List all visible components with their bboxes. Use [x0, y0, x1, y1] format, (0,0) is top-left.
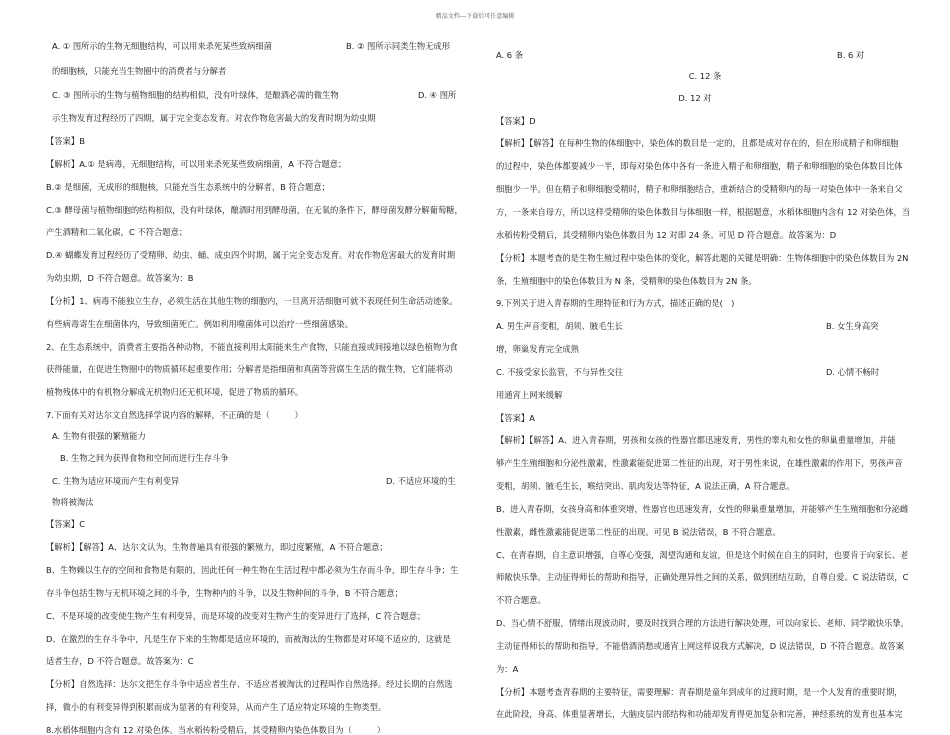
text-line: 【解析】【解答】A、达尔文认为，生物普遍具有很强的繁殖力，即过度繁殖，A 不符合题意； — [46, 542, 388, 552]
text-line: 【解析】【解答】A、进入青春期，男孩和女孩的性器官都迅速发育，男性的睾丸和女性的卵巢重量增加，并能 — [496, 435, 896, 445]
text-line: 的细胞核，只能充当生物圈中的消费者与分解者 — [52, 66, 227, 76]
text-line: 植物残体中的有机物分解成无机物归还无机环境，促进了物质的循环。 — [46, 387, 304, 397]
text-line: 条，生殖细胞中的染色体数目为 N 条，受精卵的染色体数目为 2N 条。 — [496, 276, 757, 286]
question-9: 9.下列关于进入青春期的生理特征和行为方式，描述正确的是( ) — [496, 298, 735, 308]
text-line: 【解析】【解答】在每种生物的体细胞中，染色体的数目是一定的，且都是成对存在的，但在形成精子和卵细胞 — [496, 138, 899, 148]
text-line: B、生物赖以生存的空间和食物是有限的，因此任何一种生物在生活过程中都必须为生存而斗争，即生存斗争；生 — [46, 565, 459, 575]
text-line: 有些病毒寄生在细菌体内，导致细菌死亡。例如利用噬菌体可以治疗一些细菌感染。 — [46, 319, 353, 329]
text-line: 的过程中，染色体都要减少一半，即每对染色体中各有一条进入精子和卵细胞，精子和卵细胞的染色体数目比体 — [496, 161, 903, 171]
option-c: C. 生物为适应环境而产生有利变异 — [52, 476, 180, 486]
text-line: 性激素，雌性激素能促进第二性征的出现。可见 B 说法错误，B 不符合题意。 — [496, 527, 781, 537]
text-line: 【分析】本题考查青春期的主要特征，需要理解：青春期是童年到成年的过渡时期，是一个人发育的重要时期， — [496, 687, 903, 697]
option-b: B. ② 图所示同类生物无成形 — [346, 41, 451, 51]
text-line: 为幼虫期，D 不符合题意。故答案为：B — [46, 273, 194, 283]
option-b: B. 生物之间为获得食物和空间而进行生存斗争 — [60, 453, 229, 463]
text-line: 方，一条来自母方，所以这样受精卵的染色体数目与体细胞一样，根据题意，水稻体细胞内含有 12 对染色体，当 — [496, 207, 911, 217]
answer-label: 【答案】A — [496, 413, 535, 423]
text-line: 主动征得师长的帮助和指导，不能借酒消愁或通宵上网这样说我方式解决，D 说法错误，D 不符合题意。故答案 — [496, 641, 905, 651]
text-line: 不符合题意。 — [496, 595, 546, 605]
text-line: 师敞快乐挚。主动征得师长的帮助和指导，正确处理异性之间的关系，做到团结互助，自尊自爱。C 说法错误，C — [496, 572, 909, 582]
option-a: A. 6 条 — [496, 50, 524, 60]
text-line: 变粗，胡须、腋毛生长，喉结突出、肌肉发达等特征，A 说法正确，A 符合题意。 — [496, 481, 795, 491]
text-line: 用通宵上网来缓解 — [496, 390, 563, 400]
answer-label: 【答案】D — [496, 116, 536, 126]
text-line: D、当心情不舒服，情绪出现波动时，要及时找到合理的方法进行解决处理，可以向家长、老师、同学敞快乐挚， — [496, 618, 909, 628]
option-c: C. ③ 图所示的生物与植物细胞的结构相似，没有叶绿体，是酿酒必需的微生物 — [52, 90, 339, 100]
text-line: 【分析】1、病毒不能独立生存，必须生活在其他生物的细胞内，一旦离开活细胞可就不表现任何生命活动迹象。 — [46, 296, 458, 306]
text-line: 水稻传粉受精后，其受精卵内染色体数目为 12 对即 24 条。可见 D 符合题意。故答案为：D — [496, 230, 837, 240]
option-d: D. ④ 图所 — [418, 90, 457, 100]
text-line: 存斗争包括生物与无机环境之间的斗争，生物种内的斗争，以及生物种间的斗争，B 不符合题意； — [46, 588, 403, 598]
option-d: D. 不适应环境的生 — [386, 476, 456, 486]
option-b: B. 女生身高突 — [826, 321, 879, 331]
option-d: D. 心情不畅时 — [826, 367, 880, 377]
option-a: A. 生物有很强的繁殖能力 — [52, 431, 146, 441]
question-8: 8.水稻体细胞内含有 12 对染色体。当水稻传粉受精后，其受精卵内染色体数目为（ ） — [46, 725, 386, 735]
text-line: B、进入青春期，女孩身高和体重突增，性器官也迅速发育，女性的卵巢重量增加，并能够产生生殖细胞和分泌雌 — [496, 504, 909, 514]
text-line: 够产生生殖细胞和分泌性激素，性激素能促进第二性征的出现，对于男性来说，在雄性激素的作用下，男孩声音 — [496, 458, 903, 468]
option-c: C. 12 条 — [688, 71, 722, 81]
text-line: 【分析】本题考查的是生物生殖过程中染色体的变化，解答此题的关键是明确：生物体细胞中的染色体数目为 2N — [496, 253, 909, 263]
text-line: 为：A — [496, 664, 519, 674]
answer-label: 【答案】C — [46, 519, 85, 529]
text-line: 产生酒精和二氧化碳，C 不符合题意； — [46, 227, 188, 237]
text-line: 增，卵巢发育完全成熟 — [496, 344, 579, 354]
option-b: B. 6 对 — [837, 50, 865, 60]
text-line: 在此阶段，身高、体重显著增长，大脑皮层内部结构和功能却发育得更加复杂和完善，神经系统的发育也基本完 — [496, 709, 903, 719]
option-d: D. 12 对 — [678, 93, 712, 103]
option-a: A. ① 图所示的生物无细胞结构，可以用来杀死某些致病细菌 — [52, 41, 273, 51]
question-7: 7.下面有关对达尔文自然选择学说内容的解释，不正确的是（ ） — [46, 410, 303, 420]
text-line: C.③ 酵母菌与植物细胞的结构相似，没有叶绿体，酿酒时用到酵母菌，在无氧的条件下，酵母菌发酵分解葡萄糖， — [46, 205, 463, 215]
text-line: B.② 是细菌，无成形的细胞核，只能充当生态系统中的分解者，B 符合题意； — [46, 182, 330, 192]
text-line: D.④ 蝴蝶发育过程经历了受精卵、幼虫、蛹、成虫四个时期，属于完全变态发育。对农作物危害最大的发育时期 — [46, 250, 456, 260]
text-line: 【解析】A.① 是病毒，无细胞结构，可以用来杀死某些致病细菌，A 不符合题意； — [46, 159, 347, 169]
text-line: 适者生存，D 不符合题意。故答案为：C — [46, 656, 194, 666]
text-line: 示生物发育过程经历了四期，属于完全变态发育。对农作物危害最大的发育时期为幼虫期 — [52, 113, 376, 123]
text-line: 择，微小的有利变异得到积累而成为显著的有利变异，从而产生了适应特定环境的生物类型。 — [46, 702, 387, 712]
text-line: 细胞少一半。但在精子和卵细胞受精时，精子和卵细胞结合，重新结合的受精卵内的每一对染色体中一条来自父 — [496, 184, 903, 194]
text-line: C、在青春期，自主意识增强，自尊心变强，渴望沟通和友谊，但是这个时候在自主的同时，也要肯于向家长、老 — [496, 550, 909, 560]
page-header: 精品文档---下载后可任意编辑 — [435, 13, 515, 20]
text-line: 【分析】自然选择：达尔文把生存斗争中适应者生存、不适应者被淘汰的过程叫作自然选择。经过长期的自然选 — [46, 679, 453, 689]
answer-label: 【答案】B — [46, 136, 85, 146]
text-line: C、不是环境的改变使生物产生有利变异，而是环境的改变对生物产生的变异进行了选择，C 符合题意； — [46, 611, 426, 621]
text-line: 获得能量，在促进生物圈中的物质循环起重要作用；分解者是指细菌和真菌等营腐生生活的微生物，它们能将动 — [46, 364, 453, 374]
option-a: A. 男生声音变粗，胡须、腋毛生长 — [496, 321, 623, 331]
option-c: C. 不接受家长监管，不与异性交往 — [496, 367, 624, 377]
text-line: 物将被淘汰 — [52, 497, 94, 507]
text-line: D、在激烈的生存斗争中，凡是生存下来的生物都是适应环境的，而被淘汰的生物都是对环境不适应的，这就是 — [46, 634, 451, 644]
text-line: 2、在生态系统中，消费者主要指各种动物，不能直接利用太阳能来生产食物，只能直接或间接地以绿色植物为食 — [46, 342, 458, 352]
